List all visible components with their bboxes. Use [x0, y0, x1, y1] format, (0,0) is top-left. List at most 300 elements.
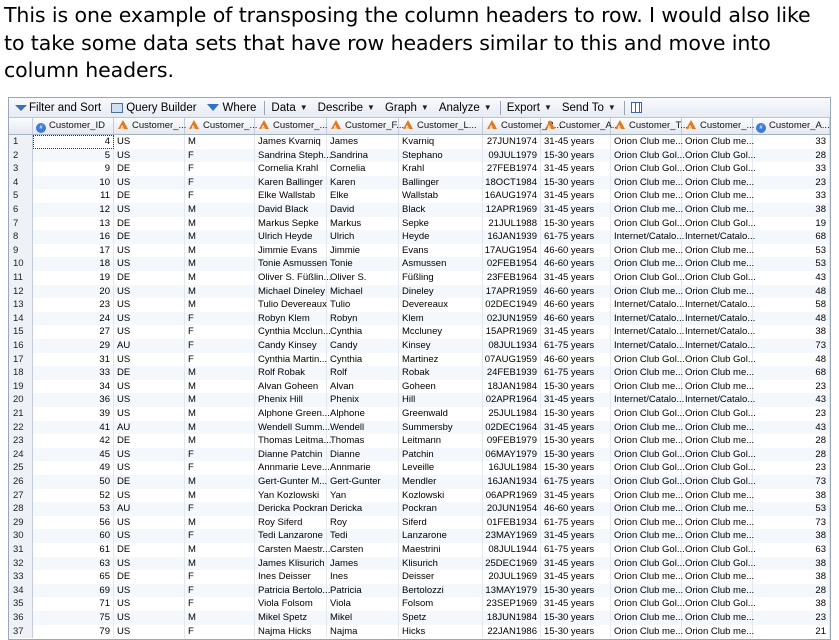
customer-id-cell[interactable]: 53: [33, 502, 114, 516]
birth-date-cell[interactable]: 25DEC1969: [483, 557, 541, 571]
group-cell[interactable]: Orion Club me...: [682, 421, 753, 435]
age-group-cell[interactable]: 31-45 years: [541, 597, 611, 611]
age-cell[interactable]: 33: [753, 189, 830, 203]
gender-cell[interactable]: M: [185, 489, 255, 503]
group-cell[interactable]: Orion Club me...: [682, 584, 753, 598]
gender-cell[interactable]: F: [185, 502, 255, 516]
customer-id-cell[interactable]: 60: [33, 529, 114, 543]
country-cell[interactable]: US: [114, 584, 185, 598]
customer-id-cell[interactable]: 41: [33, 421, 114, 435]
age-cell[interactable]: 38: [753, 325, 830, 339]
birth-date-cell[interactable]: 12APR1969: [483, 203, 541, 217]
birth-date-cell[interactable]: 20JUN1954: [483, 502, 541, 516]
customer-id-cell[interactable]: 19: [33, 271, 114, 285]
name-cell[interactable]: Dericka Pockran: [255, 502, 327, 516]
group-cell[interactable]: Orion Club me...: [682, 625, 753, 639]
type-cell[interactable]: Orion Club me...: [611, 189, 682, 203]
age-cell[interactable]: 43: [753, 421, 830, 435]
table-row[interactable]: [9, 380, 830, 394]
last-name-cell[interactable]: Pockran: [399, 502, 483, 516]
birth-date-cell[interactable]: 15APR1969: [483, 325, 541, 339]
column-header[interactable]: [483, 118, 562, 134]
column-header[interactable]: [327, 118, 405, 134]
group-cell[interactable]: Internet/Catalo...: [682, 230, 753, 244]
birth-date-cell[interactable]: 16JUL1984: [483, 461, 541, 475]
send-to-menu[interactable]: [562, 102, 616, 114]
age-cell[interactable]: 68: [753, 230, 830, 244]
table-row[interactable]: [9, 271, 830, 285]
country-cell[interactable]: AU: [114, 339, 185, 353]
last-name-cell[interactable]: Evans: [399, 244, 483, 258]
group-cell[interactable]: Orion Club Gol...: [682, 448, 753, 462]
age-cell[interactable]: 53: [753, 244, 830, 258]
table-row[interactable]: [9, 475, 830, 489]
last-name-cell[interactable]: Goheen: [399, 380, 483, 394]
country-cell[interactable]: DE: [114, 271, 185, 285]
age-cell[interactable]: 38: [753, 529, 830, 543]
country-cell[interactable]: US: [114, 285, 185, 299]
customer-id-cell[interactable]: 61: [33, 543, 114, 557]
country-cell[interactable]: US: [114, 461, 185, 475]
column-header[interactable]: [611, 118, 689, 134]
country-cell[interactable]: US: [114, 257, 185, 271]
header-corner[interactable]: [9, 118, 33, 134]
group-cell[interactable]: Orion Club me...: [682, 529, 753, 543]
type-cell[interactable]: Orion Club Gol...: [611, 543, 682, 557]
group-cell[interactable]: Orion Club Gol...: [682, 217, 753, 231]
country-cell[interactable]: DE: [114, 230, 185, 244]
table-row[interactable]: [9, 489, 830, 503]
customer-id-cell[interactable]: 33: [33, 366, 114, 380]
first-name-cell[interactable]: Tedi: [327, 529, 399, 543]
type-cell[interactable]: Orion Club me...: [611, 176, 682, 190]
gender-cell[interactable]: M: [185, 475, 255, 489]
last-name-cell[interactable]: Greenwald: [399, 407, 483, 421]
name-cell[interactable]: Tonie Asmussen: [255, 257, 327, 271]
country-cell[interactable]: AU: [114, 421, 185, 435]
first-name-cell[interactable]: Cynthia: [327, 325, 399, 339]
last-name-cell[interactable]: Folsom: [399, 597, 483, 611]
group-cell[interactable]: Internet/Catalo...: [682, 325, 753, 339]
table-row[interactable]: [9, 339, 830, 353]
gender-cell[interactable]: F: [185, 189, 255, 203]
last-name-cell[interactable]: Mccluney: [399, 325, 483, 339]
age-cell[interactable]: 28: [753, 149, 830, 163]
customer-id-cell[interactable]: 10: [33, 176, 114, 190]
birth-date-cell[interactable]: 20JUL1969: [483, 570, 541, 584]
age-cell[interactable]: 28: [753, 434, 830, 448]
last-name-cell[interactable]: Maestrini: [399, 543, 483, 557]
type-cell[interactable]: Orion Club me...: [611, 502, 682, 516]
name-cell[interactable]: Cynthia Martin...: [255, 353, 327, 367]
gender-cell[interactable]: F: [185, 570, 255, 584]
last-name-cell[interactable]: Hicks: [399, 625, 483, 639]
table-row[interactable]: [9, 285, 830, 299]
name-cell[interactable]: Yan Kozlowski: [255, 489, 327, 503]
country-cell[interactable]: US: [114, 149, 185, 163]
type-cell[interactable]: Orion Club me...: [611, 203, 682, 217]
country-cell[interactable]: DE: [114, 217, 185, 231]
customer-id-cell[interactable]: 39: [33, 407, 114, 421]
age-group-cell[interactable]: 46-60 years: [541, 244, 611, 258]
group-cell[interactable]: Orion Club Gol...: [682, 475, 753, 489]
table-row[interactable]: [9, 244, 830, 258]
type-cell[interactable]: Orion Club me...: [611, 611, 682, 625]
age-cell[interactable]: 28: [753, 584, 830, 598]
last-name-cell[interactable]: Bertolozzi: [399, 584, 483, 598]
export-menu[interactable]: [507, 102, 552, 114]
gender-cell[interactable]: M: [185, 407, 255, 421]
type-cell[interactable]: Orion Club Gol...: [611, 448, 682, 462]
age-group-cell[interactable]: 31-45 years: [541, 393, 611, 407]
country-cell[interactable]: US: [114, 135, 185, 149]
table-row[interactable]: [9, 257, 830, 271]
name-cell[interactable]: Jimmie Evans: [255, 244, 327, 258]
age-group-cell[interactable]: 31-45 years: [541, 557, 611, 571]
birth-date-cell[interactable]: 02JUN1959: [483, 312, 541, 326]
table-row[interactable]: [9, 312, 830, 326]
table-row[interactable]: [9, 434, 830, 448]
age-cell[interactable]: 63: [753, 543, 830, 557]
name-cell[interactable]: Gert-Gunter M...: [255, 475, 327, 489]
group-cell[interactable]: Orion Club me...: [682, 611, 753, 625]
age-cell[interactable]: 38: [753, 203, 830, 217]
first-name-cell[interactable]: Cornelia: [327, 162, 399, 176]
age-group-cell[interactable]: 15-30 years: [541, 434, 611, 448]
last-name-cell[interactable]: Kozlowski: [399, 489, 483, 503]
table-row[interactable]: [9, 149, 830, 163]
country-cell[interactable]: US: [114, 625, 185, 639]
birth-date-cell[interactable]: 02DEC1964: [483, 421, 541, 435]
customer-id-cell[interactable]: 71: [33, 597, 114, 611]
age-group-cell[interactable]: 31-45 years: [541, 271, 611, 285]
age-cell[interactable]: 53: [753, 257, 830, 271]
gender-cell[interactable]: M: [185, 421, 255, 435]
birth-date-cell[interactable]: 17AUG1954: [483, 244, 541, 258]
type-cell[interactable]: Internet/Catalo...: [611, 325, 682, 339]
analyze-menu[interactable]: [439, 102, 492, 114]
country-cell[interactable]: DE: [114, 570, 185, 584]
type-cell[interactable]: Orion Club Gol...: [611, 149, 682, 163]
name-cell[interactable]: Alphone Green...: [255, 407, 327, 421]
last-name-cell[interactable]: Martinez: [399, 353, 483, 367]
birth-date-cell[interactable]: 07AUG1959: [483, 353, 541, 367]
name-cell[interactable]: Thomas Leitma...: [255, 434, 327, 448]
first-name-cell[interactable]: Oliver S.: [327, 271, 399, 285]
customer-id-cell[interactable]: 69: [33, 584, 114, 598]
name-cell[interactable]: Robyn Klem: [255, 312, 327, 326]
name-cell[interactable]: Karen Ballinger: [255, 176, 327, 190]
gender-cell[interactable]: M: [185, 217, 255, 231]
last-name-cell[interactable]: Devereaux: [399, 298, 483, 312]
first-name-cell[interactable]: Gert-Gunter: [327, 475, 399, 489]
type-cell[interactable]: Orion Club me...: [611, 135, 682, 149]
age-cell[interactable]: 23: [753, 611, 830, 625]
filter-sort-button[interactable]: [13, 102, 101, 114]
type-cell[interactable]: Orion Club me...: [611, 625, 682, 639]
last-name-cell[interactable]: Leitmann: [399, 434, 483, 448]
group-cell[interactable]: Orion Club me...: [682, 434, 753, 448]
country-cell[interactable]: US: [114, 407, 185, 421]
birth-date-cell[interactable]: 02APR1964: [483, 393, 541, 407]
gender-cell[interactable]: M: [185, 434, 255, 448]
last-name-cell[interactable]: Spetz: [399, 611, 483, 625]
customer-id-cell[interactable]: 36: [33, 393, 114, 407]
last-name-cell[interactable]: Black: [399, 203, 483, 217]
group-cell[interactable]: Orion Club Gol...: [682, 162, 753, 176]
type-cell[interactable]: Internet/Catalo...: [611, 393, 682, 407]
gender-cell[interactable]: F: [185, 312, 255, 326]
first-name-cell[interactable]: Carsten: [327, 543, 399, 557]
group-cell[interactable]: Orion Club Gol...: [682, 353, 753, 367]
customer-id-cell[interactable]: 50: [33, 475, 114, 489]
table-row[interactable]: [9, 162, 830, 176]
data-menu[interactable]: [271, 102, 307, 114]
country-cell[interactable]: US: [114, 312, 185, 326]
type-cell[interactable]: Orion Club Gol...: [611, 271, 682, 285]
group-cell[interactable]: Orion Club Gol...: [682, 271, 753, 285]
last-name-cell[interactable]: Heyde: [399, 230, 483, 244]
first-name-cell[interactable]: Rolf: [327, 366, 399, 380]
group-cell[interactable]: Orion Club me...: [682, 502, 753, 516]
customer-id-cell[interactable]: 11: [33, 189, 114, 203]
first-name-cell[interactable]: Robyn: [327, 312, 399, 326]
country-cell[interactable]: US: [114, 353, 185, 367]
country-cell[interactable]: US: [114, 298, 185, 312]
country-cell[interactable]: US: [114, 393, 185, 407]
age-cell[interactable]: 43: [753, 393, 830, 407]
country-cell[interactable]: US: [114, 244, 185, 258]
birth-date-cell[interactable]: 06APR1969: [483, 489, 541, 503]
age-group-cell[interactable]: 61-75 years: [541, 543, 611, 557]
group-cell[interactable]: Orion Club Gol...: [682, 461, 753, 475]
name-cell[interactable]: Roy Siferd: [255, 516, 327, 530]
type-cell[interactable]: Orion Club Gol...: [611, 557, 682, 571]
customer-id-cell[interactable]: 63: [33, 557, 114, 571]
gender-cell[interactable]: M: [185, 271, 255, 285]
column-header[interactable]: [114, 118, 185, 134]
type-cell[interactable]: Orion Club Gol...: [611, 461, 682, 475]
country-cell[interactable]: DE: [114, 475, 185, 489]
first-name-cell[interactable]: David: [327, 203, 399, 217]
group-cell[interactable]: Orion Club Gol...: [682, 407, 753, 421]
group-cell[interactable]: Orion Club Gol...: [682, 597, 753, 611]
country-cell[interactable]: DE: [114, 434, 185, 448]
age-group-cell[interactable]: 15-30 years: [541, 625, 611, 639]
last-name-cell[interactable]: Klisurich: [399, 557, 483, 571]
type-cell[interactable]: Orion Club Gol...: [611, 475, 682, 489]
table-row[interactable]: [9, 135, 830, 149]
age-cell[interactable]: 28: [753, 448, 830, 462]
gender-cell[interactable]: M: [185, 298, 255, 312]
name-cell[interactable]: Sandrina Steph...: [255, 149, 327, 163]
gender-cell[interactable]: F: [185, 325, 255, 339]
first-name-cell[interactable]: Ines: [327, 570, 399, 584]
gender-cell[interactable]: F: [185, 529, 255, 543]
birth-date-cell[interactable]: 02FEB1954: [483, 257, 541, 271]
customer-id-cell[interactable]: 65: [33, 570, 114, 584]
last-name-cell[interactable]: Kinsey: [399, 339, 483, 353]
group-cell[interactable]: Orion Club me...: [682, 257, 753, 271]
column-header[interactable]: [753, 118, 830, 134]
gender-cell[interactable]: M: [185, 380, 255, 394]
gender-cell[interactable]: F: [185, 584, 255, 598]
country-cell[interactable]: DE: [114, 189, 185, 203]
customer-id-cell[interactable]: 24: [33, 312, 114, 326]
customer-id-cell[interactable]: 20: [33, 285, 114, 299]
country-cell[interactable]: US: [114, 380, 185, 394]
age-cell[interactable]: 23: [753, 380, 830, 394]
age-cell[interactable]: 48: [753, 312, 830, 326]
last-name-cell[interactable]: Krahl: [399, 162, 483, 176]
gender-cell[interactable]: F: [185, 597, 255, 611]
group-cell[interactable]: Orion Club me...: [682, 189, 753, 203]
birth-date-cell[interactable]: 17APR1959: [483, 285, 541, 299]
name-cell[interactable]: James Klisurich: [255, 557, 327, 571]
age-group-cell[interactable]: 31-45 years: [541, 421, 611, 435]
customer-id-cell[interactable]: 23: [33, 298, 114, 312]
column-header[interactable]: [399, 118, 483, 134]
column-header[interactable]: [255, 118, 327, 134]
first-name-cell[interactable]: James: [327, 135, 399, 149]
table-row[interactable]: [9, 625, 830, 639]
customer-id-cell[interactable]: 12: [33, 203, 114, 217]
column-header[interactable]: [33, 118, 114, 134]
age-group-cell[interactable]: 15-30 years: [541, 584, 611, 598]
column-header[interactable]: [541, 118, 620, 134]
describe-menu[interactable]: [318, 102, 375, 114]
last-name-cell[interactable]: Füßling: [399, 271, 483, 285]
gender-cell[interactable]: M: [185, 203, 255, 217]
group-cell[interactable]: Internet/Catalo...: [682, 298, 753, 312]
birth-date-cell[interactable]: 23FEB1964: [483, 271, 541, 285]
birth-date-cell[interactable]: 02DEC1949: [483, 298, 541, 312]
age-group-cell[interactable]: 15-30 years: [541, 407, 611, 421]
table-row[interactable]: [9, 584, 830, 598]
group-cell[interactable]: Internet/Catalo...: [682, 393, 753, 407]
age-cell[interactable]: 23: [753, 461, 830, 475]
first-name-cell[interactable]: Yan: [327, 489, 399, 503]
age-cell[interactable]: 21: [753, 625, 830, 639]
table-row[interactable]: [9, 176, 830, 190]
country-cell[interactable]: US: [114, 203, 185, 217]
type-cell[interactable]: Internet/Catalo...: [611, 312, 682, 326]
birth-date-cell[interactable]: 13MAY1979: [483, 584, 541, 598]
last-name-cell[interactable]: Robak: [399, 366, 483, 380]
group-cell[interactable]: Internet/Catalo...: [682, 339, 753, 353]
gender-cell[interactable]: M: [185, 244, 255, 258]
group-cell[interactable]: Orion Club me...: [682, 516, 753, 530]
customer-id-cell[interactable]: 75: [33, 611, 114, 625]
gender-cell[interactable]: M: [185, 285, 255, 299]
age-cell[interactable]: 33: [753, 162, 830, 176]
name-cell[interactable]: Cornelia Krahl: [255, 162, 327, 176]
birth-date-cell[interactable]: 18JUN1984: [483, 611, 541, 625]
gender-cell[interactable]: M: [185, 516, 255, 530]
age-cell[interactable]: 73: [753, 516, 830, 530]
type-cell[interactable]: Orion Club me...: [611, 421, 682, 435]
name-cell[interactable]: Ines Deisser: [255, 570, 327, 584]
country-cell[interactable]: DE: [114, 543, 185, 557]
first-name-cell[interactable]: Roy: [327, 516, 399, 530]
age-cell[interactable]: 58: [753, 298, 830, 312]
name-cell[interactable]: Oliver S. Füßlin...: [255, 271, 327, 285]
country-cell[interactable]: US: [114, 448, 185, 462]
type-cell[interactable]: Orion Club me...: [611, 570, 682, 584]
age-cell[interactable]: 73: [753, 339, 830, 353]
name-cell[interactable]: David Black: [255, 203, 327, 217]
age-group-cell[interactable]: 61-75 years: [541, 366, 611, 380]
age-group-cell[interactable]: 15-30 years: [541, 176, 611, 190]
type-cell[interactable]: Orion Club me...: [611, 434, 682, 448]
last-name-cell[interactable]: Wallstab: [399, 189, 483, 203]
birth-date-cell[interactable]: 16JAN1939: [483, 230, 541, 244]
birth-date-cell[interactable]: 08JUL1944: [483, 543, 541, 557]
country-cell[interactable]: US: [114, 529, 185, 543]
country-cell[interactable]: US: [114, 597, 185, 611]
group-cell[interactable]: Orion Club me...: [682, 380, 753, 394]
country-cell[interactable]: US: [114, 176, 185, 190]
name-cell[interactable]: James Kvarniq: [255, 135, 327, 149]
customer-id-cell[interactable]: 27: [33, 325, 114, 339]
type-cell[interactable]: Orion Club me...: [611, 489, 682, 503]
gender-cell[interactable]: M: [185, 543, 255, 557]
country-cell[interactable]: AU: [114, 502, 185, 516]
customer-id-cell[interactable]: 56: [33, 516, 114, 530]
name-cell[interactable]: Tedi Lanzarone: [255, 529, 327, 543]
country-cell[interactable]: US: [114, 489, 185, 503]
name-cell[interactable]: Carsten Maestr...: [255, 543, 327, 557]
last-name-cell[interactable]: Stephano: [399, 149, 483, 163]
age-group-cell[interactable]: 61-75 years: [541, 339, 611, 353]
table-row[interactable]: [9, 502, 830, 516]
name-cell[interactable]: Annmarie Leve...: [255, 461, 327, 475]
age-cell[interactable]: 48: [753, 285, 830, 299]
name-cell[interactable]: Candy Kinsey: [255, 339, 327, 353]
last-name-cell[interactable]: Klem: [399, 312, 483, 326]
birth-date-cell[interactable]: 09JUL1979: [483, 149, 541, 163]
age-cell[interactable]: 73: [753, 475, 830, 489]
age-group-cell[interactable]: 15-30 years: [541, 461, 611, 475]
customer-id-cell[interactable]: 18: [33, 257, 114, 271]
table-row[interactable]: [9, 189, 830, 203]
first-name-cell[interactable]: Alphone: [327, 407, 399, 421]
type-cell[interactable]: Orion Club me...: [611, 529, 682, 543]
table-row[interactable]: [9, 421, 830, 435]
type-cell[interactable]: Internet/Catalo...: [611, 339, 682, 353]
gender-cell[interactable]: M: [185, 611, 255, 625]
first-name-cell[interactable]: Phenix: [327, 393, 399, 407]
first-name-cell[interactable]: Mikel: [327, 611, 399, 625]
customer-id-cell[interactable]: 29: [33, 339, 114, 353]
age-group-cell[interactable]: 15-30 years: [541, 217, 611, 231]
last-name-cell[interactable]: Hill: [399, 393, 483, 407]
first-name-cell[interactable]: James: [327, 557, 399, 571]
type-cell[interactable]: Internet/Catalo...: [611, 230, 682, 244]
age-group-cell[interactable]: 15-30 years: [541, 611, 611, 625]
group-cell[interactable]: Orion Club me...: [682, 176, 753, 190]
type-cell[interactable]: Orion Club me...: [611, 257, 682, 271]
birth-date-cell[interactable]: 01FEB1934: [483, 516, 541, 530]
customer-id-cell[interactable]: 31: [33, 353, 114, 367]
table-row[interactable]: [9, 407, 830, 421]
birth-date-cell[interactable]: 16AUG1974: [483, 189, 541, 203]
age-group-cell[interactable]: 31-45 years: [541, 203, 611, 217]
birth-date-cell[interactable]: 24FEB1939: [483, 366, 541, 380]
birth-date-cell[interactable]: 27FEB1974: [483, 162, 541, 176]
table-row[interactable]: [9, 393, 830, 407]
age-group-cell[interactable]: 61-75 years: [541, 475, 611, 489]
